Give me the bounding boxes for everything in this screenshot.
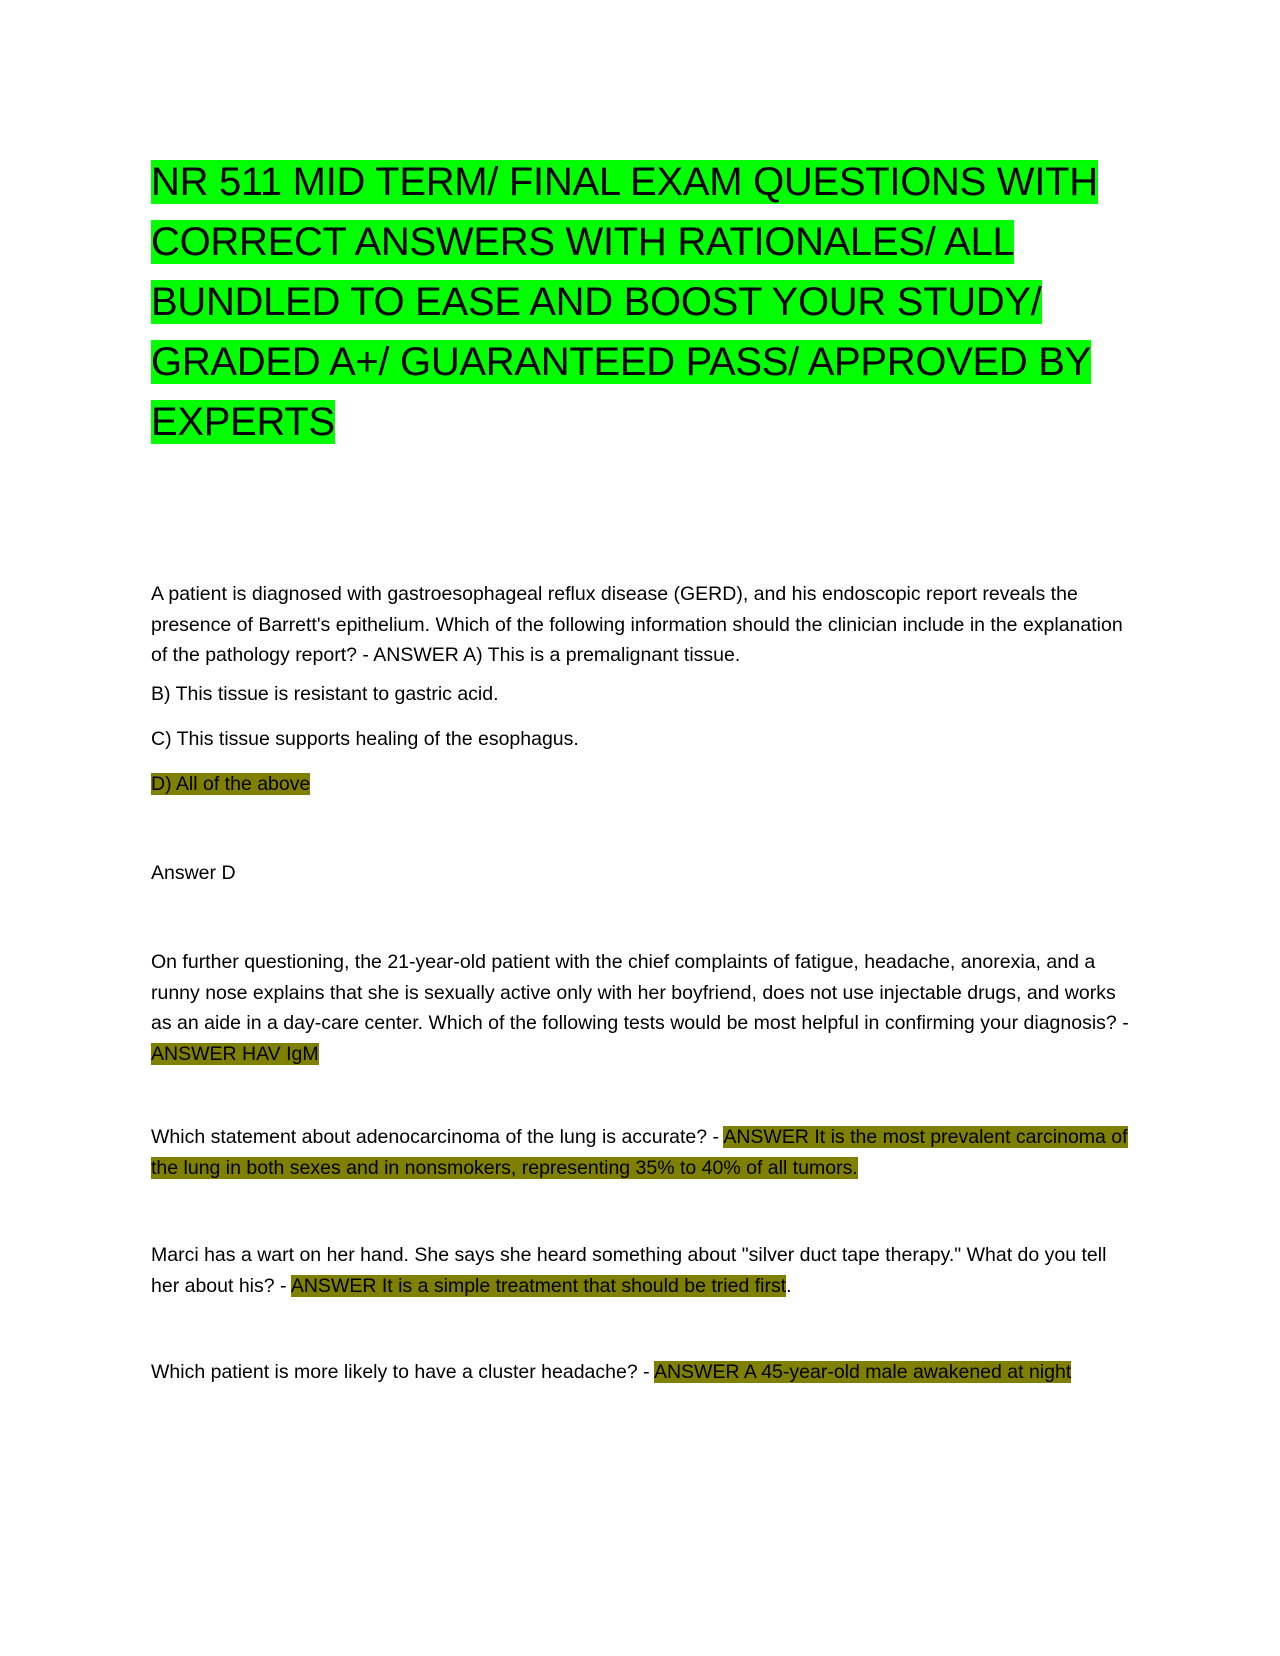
question-1-option-d-highlight: D) All of the above	[151, 773, 311, 795]
title-highlight: NR 511 MID TERM/ FINAL EXAM QUESTIONS WITH CORRECT ANSWERS WITH RATIONALES/ ALL BUNDLED TO EASE AND BOOST YOUR STUDY/ GRADED A+/ GUARANTEED PASS/ APPROVED BY EXPERTS	[151, 160, 1098, 444]
question-4-block	[151, 1240, 1131, 1301]
question-3-answer: ANSWER It is the most prevalent carcinoma of the lung in both sexes and in nonsmokers, representing 35% to 40% of all tumors.	[151, 1126, 1128, 1179]
question-5-answer: ANSWER A 45-year-old male awakened at night	[653, 1361, 1072, 1383]
question-4-suffix: .	[786, 1274, 792, 1297]
question-2-text: On further questioning, the 21-year-old patient with the chief complaints of fatigue, headache, anorexia, and a runny nose explains that she is sexually active only with her boyfriend, does not use injectable drugs, and works as an aide in a day-care center. Which of the following tests would be most helpful in confirming your diagnosis? -	[151, 951, 1129, 1034]
question-3-text: Which statement about adenocarcinoma of the lung is accurate? -	[151, 1126, 724, 1148]
question-4-text: Marci has a wart on her hand. She says she heard something about "silver duct tape therapy." What do you tell her about his? -	[151, 1244, 1107, 1297]
question-2-block	[151, 947, 1131, 1069]
question-5-text: Which patient is more likely to have a cluster headache? -	[151, 1361, 654, 1383]
question-1-answer-line: Answer D	[151, 862, 236, 884]
question-3-block	[151, 1122, 1131, 1183]
question-1-option-d	[151, 769, 1131, 800]
question-4-answer: ANSWER It is a simple treatment that should be tried first	[290, 1274, 787, 1297]
question-1-text: A patient is diagnosed with gastroesophageal reflux disease (GERD), and his endoscopic report reveals the presence of Barrett's epithelium. Which of the following information should the clinician include in the explanation of the pathology report? - ANSWER A) This is a premalignant tissue.	[151, 583, 1123, 666]
question-2-answer: ANSWER HAV IgM	[151, 1042, 319, 1065]
question-1-option-b: B) This tissue is resistant to gastric acid.	[151, 683, 499, 705]
question-1-option-c: C) This tissue supports healing of the esophagus.	[151, 728, 579, 750]
question-5-block	[151, 1357, 1131, 1388]
document-title	[151, 152, 1131, 452]
